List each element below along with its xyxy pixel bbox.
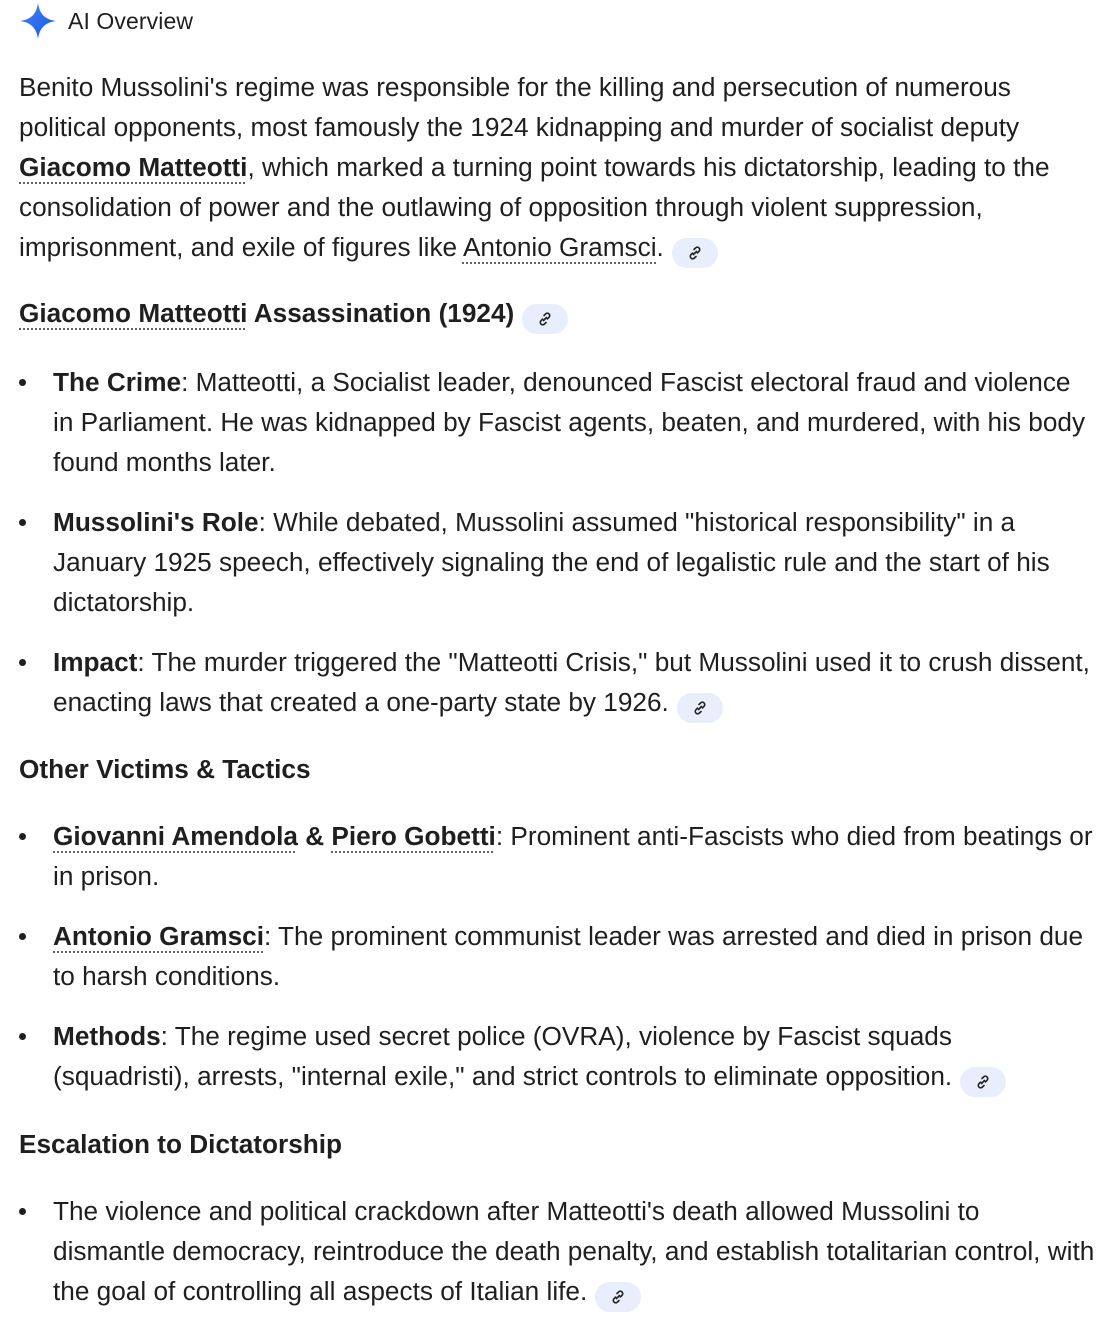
section-escalation: [19, 1124, 1095, 1312]
antonio-gramsci-link[interactable]: Antonio Gramsci: [53, 921, 264, 951]
item-text: : Matteotti, a Socialist leader, denounced Fascist electoral fraud and violence in Parliament. He was kidnapped by Fascist agents, beaten, and murdered, with his body found months later.: [53, 367, 1086, 477]
bullet-list: [19, 1191, 1095, 1312]
list-item: [19, 916, 1095, 996]
link-icon: [975, 1074, 991, 1090]
intro-text-3: .: [656, 232, 664, 262]
item-text: : Prominent anti-Fascists who died from beatings or in prison.: [53, 821, 1093, 891]
section-other-victims: [19, 749, 1095, 1097]
item-label: Impact: [53, 647, 138, 677]
section-heading: Escalation to Dictatorship: [19, 1129, 343, 1159]
section-heading: Other Victims & Tactics: [19, 754, 311, 784]
giacomo-matteotti-heading-link[interactable]: Giacomo Matteotti: [19, 298, 248, 328]
antonio-gramsci-link[interactable]: Antonio Gramsci: [462, 232, 657, 262]
list-item: [19, 642, 1095, 723]
link-icon: [692, 700, 708, 716]
link-icon: [687, 245, 703, 261]
piero-gobetti-link[interactable]: Piero Gobetti: [331, 821, 496, 851]
item-label: The Crime: [53, 367, 182, 397]
sparkle-icon: [18, 1, 58, 41]
intro-text-2: , which marked a turning point towards his dictatorship, leading to the consolidation of power and the outlawing of opposition through violent suppression, imprisonment, and exile of figures like: [19, 152, 1050, 262]
source-link-button[interactable]: [672, 238, 718, 268]
link-icon: [610, 1289, 626, 1305]
item-text: : The regime used secret police (OVRA), violence by Fascist squads (squadristi), arrests, "internal exile," and strict controls to eliminate opposition.: [53, 1021, 953, 1091]
section-heading: [19, 293, 1095, 334]
list-item: [19, 362, 1095, 482]
link-icon: [537, 311, 553, 327]
bullet-list: [19, 816, 1095, 1097]
heading-text: Assassination (1924): [247, 298, 515, 328]
item-text: : The prominent communist leader was arrested and died in prison due to harsh conditions.: [53, 921, 1084, 991]
section-matteotti-assassination: [19, 293, 1095, 723]
item-text: : The murder triggered the "Matteotti Crisis," but Mussolini used it to crush dissent, enacting laws that created a one-party state by 1926.: [53, 647, 1090, 717]
source-link-button[interactable]: [522, 304, 568, 334]
list-item: [19, 1191, 1095, 1312]
list-item: [19, 1016, 1095, 1097]
ai-overview-header: [19, 2, 193, 40]
ai-overview-title: AI Overview: [68, 7, 194, 34]
source-link-button[interactable]: [960, 1067, 1006, 1097]
item-text: The violence and political crackdown after Matteotti's death allowed Mussolini to dismantle democracy, reintroduce the death penalty, and establish totalitarian control, with the goal of controlling all aspects of Italian life.: [53, 1196, 1095, 1306]
item-label: Mussolini's Role: [53, 507, 259, 537]
item-label: Methods: [53, 1021, 161, 1051]
item-text: : While debated, Mussolini assumed "historical responsibility" in a January 1925 speech, effectively signaling the end of legalistic rule and the start of his dictatorship.: [53, 507, 1050, 617]
giovanni-amendola-link[interactable]: Giovanni Amendola: [53, 821, 298, 851]
giacomo-matteotti-link[interactable]: Giacomo Matteotti: [19, 152, 248, 182]
intro-text-1: Benito Mussolini's regime was responsible for the killing and persecution of numerous political opponents, most famously the 1924 kidnapping and murder of socialist deputy: [19, 72, 1020, 142]
source-link-button[interactable]: [595, 1282, 641, 1312]
bullet-list: [19, 362, 1095, 723]
ampersand: &: [297, 821, 332, 851]
source-link-button[interactable]: [677, 693, 723, 723]
list-item: [19, 816, 1095, 896]
list-item: [19, 502, 1095, 622]
intro-paragraph: [19, 67, 1095, 268]
